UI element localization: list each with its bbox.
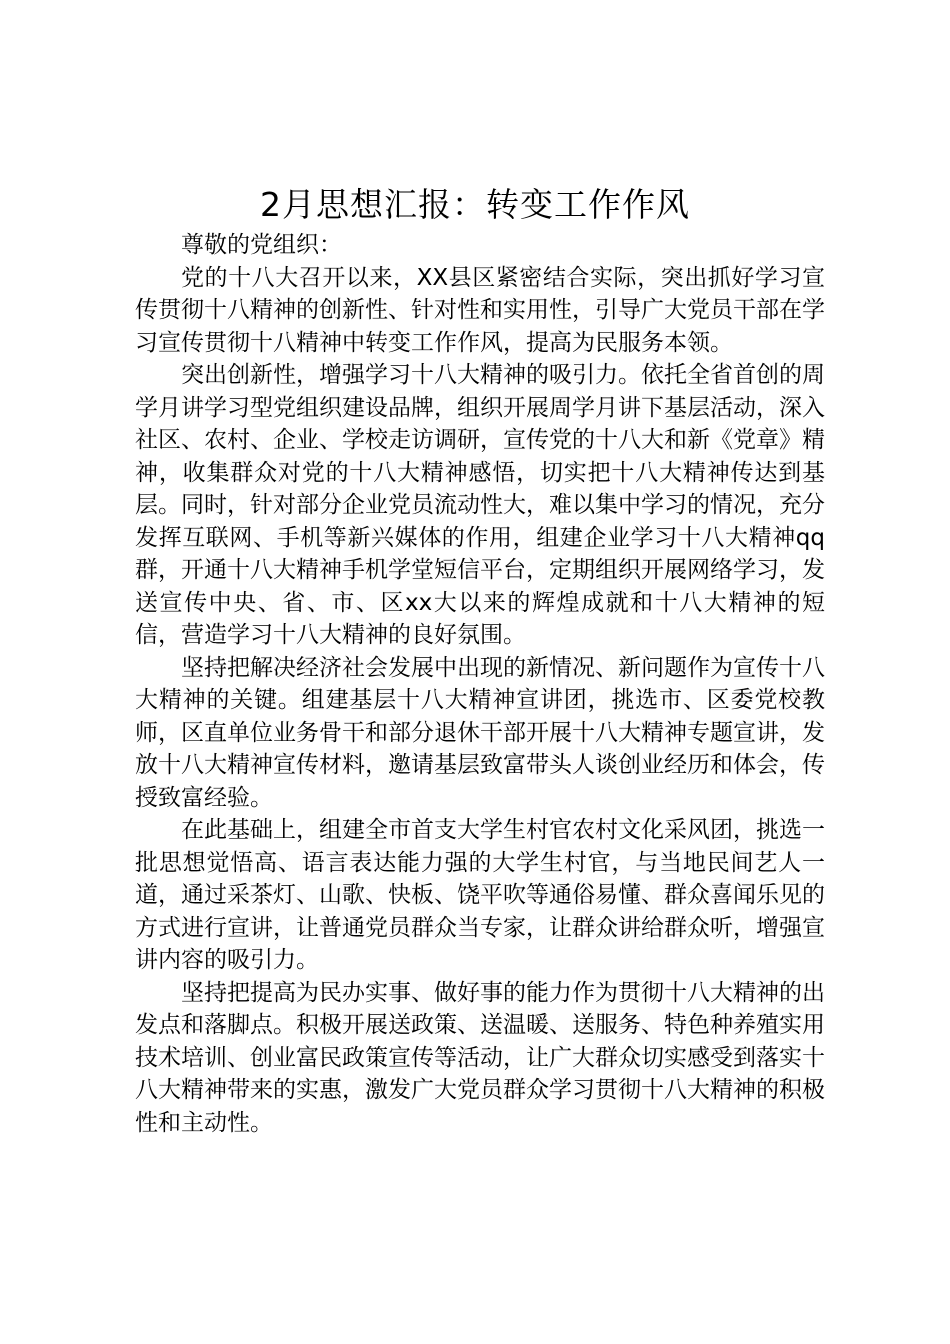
document-title: 2月思想汇报：转变工作作风 [260,185,690,224]
paragraph-1: 党的十八大召开以来，XX县区紧密结合实际，突出抓好学习宣传贯彻十八精神的创新性、针对性和实用性，引导广大党员干部在学习宣传贯彻十八精神中转变工作作风，提高为民服务本领。 [135,264,825,356]
paragraph-3: 坚持把解决经济社会发展中出现的新情况、新问题作为宣传十八大精神的关键。组建基层十八大精神宣讲团，挑选市、区委党校教师，区直单位业务骨干和部分退休干部开展十八大精神专题宣讲，发放十八大精神宣传材料，邀请基层致富带头人谈创业经历和体会，传授致富经验。 [135,654,825,811]
document-body [135,229,825,1139]
paragraph-5: 坚持把提高为民办实事、做好事的能力作为贯彻十八大精神的出发点和落脚点。积极开展送政策、送温暖、送服务、特色种养殖实用技术培训、创业富民政策宣传等活动，让广大群众切实感受到落实十八大精神带来的实惠，激发广大党员群众学习贯彻十八大精神的积极性和主动性。 [135,979,825,1136]
paragraph-2: 突出创新性，增强学习十八大精神的吸引力。依托全省首创的周学月讲学习型党组织建设品牌，组织开展周学月讲下基层活动，深入社区、农村、企业、学校走访调研，宣传党的十八大和新《党章》精神，收集群众对党的十八大精神感悟，切实把十八大精神传达到基层。同时，针对部分企业党员流动性大，难以集中学习的情况，充分发挥互联网、手机等新兴媒体的作用，组建企业学习十八大精神qq群，开通十八大精神手机学堂短信平台，定期组织开展网络学习，发送宣传中央、省、市、区xx大以来的辉煌成就和十八大精神的短信，营造学习十八大精神的良好氛围。 [135,362,825,648]
paragraph-4: 在此基础上，组建全市首支大学生村官农村文化采风团，挑选一批思想觉悟高、语言表达能力强的大学生村官，与当地民间艺人一道，通过采茶灯、山歌、快板、饶平吹等通俗易懂、群众喜闻乐见的方式进行宣讲，让普通党员群众当专家，让群众讲给群众听，增强宣讲内容的吸引力。 [135,817,825,973]
salutation: 尊敬的党组织： [181,232,342,258]
